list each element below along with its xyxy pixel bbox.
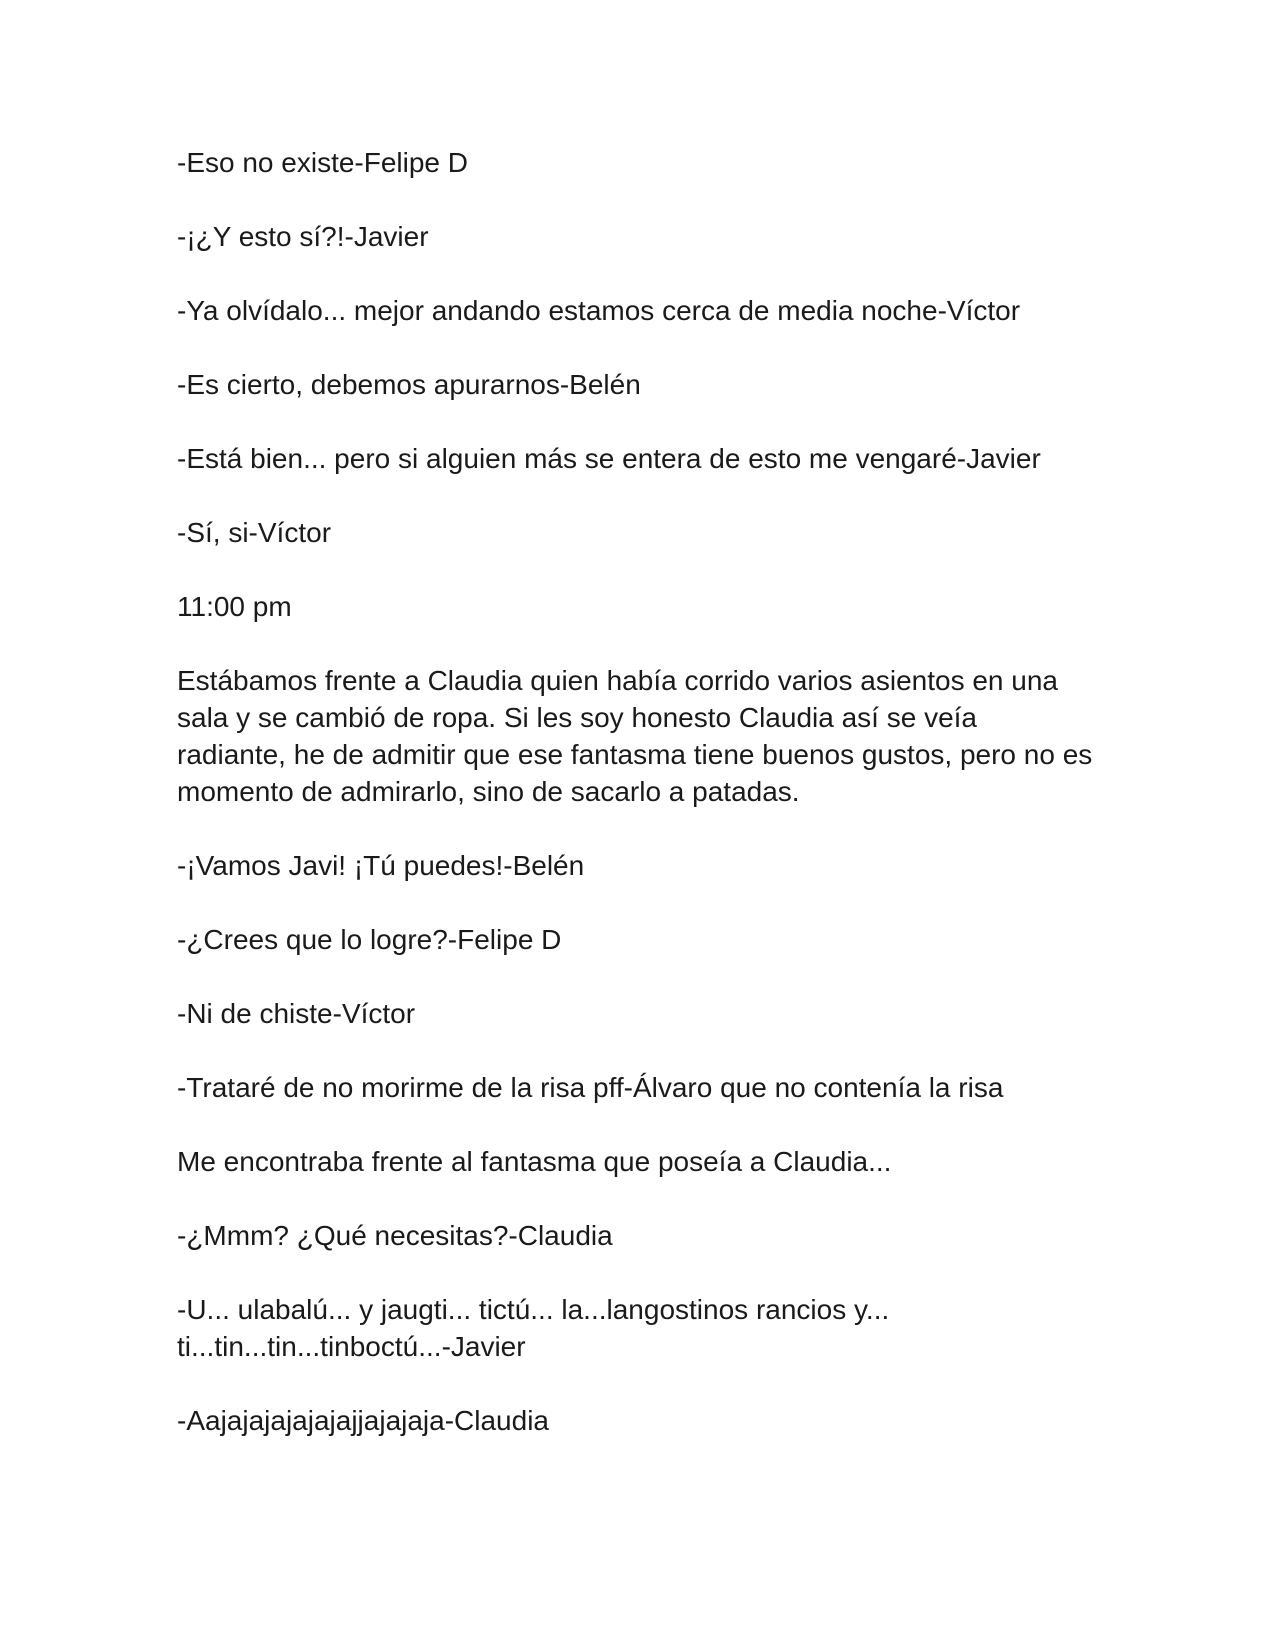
- narrative-paragraph: [177, 662, 1097, 810]
- text-line: momento de admirarlo, sino de sacarlo a patadas.: [177, 776, 800, 807]
- text-line: -Trataré de no morirme de la risa pff-Álvaro que no contenía la risa: [177, 1072, 1004, 1103]
- paragraph-12: [177, 1069, 1097, 1106]
- text-line: -Aajajajajajajajjajajaja-Claudia: [177, 1405, 549, 1436]
- paragraph-6: [177, 514, 1097, 551]
- paragraph-14: [177, 1217, 1097, 1254]
- text-line: -¡¿Y esto sí?!-Javier: [177, 221, 429, 252]
- paragraph-9: [177, 847, 1097, 884]
- text-line: -¿Crees que lo logre?-Felipe D: [177, 924, 562, 955]
- paragraph-11: [177, 995, 1097, 1032]
- text-line: -Ni de chiste-Víctor: [177, 998, 416, 1029]
- paragraph-10: [177, 921, 1097, 958]
- paragraph-15: [177, 1291, 1097, 1365]
- text-line: sala y se cambió de ropa. Si les soy honesto Claudia así se veía: [177, 702, 977, 733]
- document-page: [177, 144, 1097, 1476]
- text-line: -Sí, si-Víctor: [177, 517, 332, 548]
- text-line: ti...tin...tin...tinboctú...-Javier: [177, 1331, 526, 1362]
- paragraph-13: [177, 1143, 1097, 1180]
- paragraph-5: [177, 440, 1097, 477]
- text-line: -Ya olvídalo... mejor andando estamos cerca de media noche-Víctor: [177, 295, 1021, 326]
- text-line: Me encontraba frente al fantasma que poseía a Claudia...: [177, 1146, 892, 1177]
- text-line: -Es cierto, debemos apurarnos-Belén: [177, 369, 641, 400]
- paragraph-4: [177, 366, 1097, 403]
- paragraph-16: [177, 1402, 1097, 1439]
- paragraph-3: [177, 292, 1097, 329]
- text-line: -¡Vamos Javi! ¡Tú puedes!-Belén: [177, 850, 585, 881]
- text-line: radiante, he de admitir que ese fantasma tiene buenos gustos, pero no es: [177, 739, 1093, 770]
- text-line: -Está bien... pero si alguien más se entera de esto me vengaré-Javier: [177, 443, 1041, 474]
- text-line: 11:00 pm: [177, 591, 292, 622]
- paragraph-2: [177, 218, 1097, 255]
- time-marker: [177, 588, 1097, 625]
- text-line: Estábamos frente a Claudia quien había corrido varios asientos en una: [177, 665, 1058, 696]
- text-line: -Eso no existe-Felipe D: [177, 147, 469, 178]
- text-line: -¿Mmm? ¿Qué necesitas?-Claudia: [177, 1220, 613, 1251]
- paragraph-1: [177, 144, 1097, 181]
- text-line: -U... ulabalú... y jaugti... tictú... la...langostinos rancios y...: [177, 1294, 890, 1325]
